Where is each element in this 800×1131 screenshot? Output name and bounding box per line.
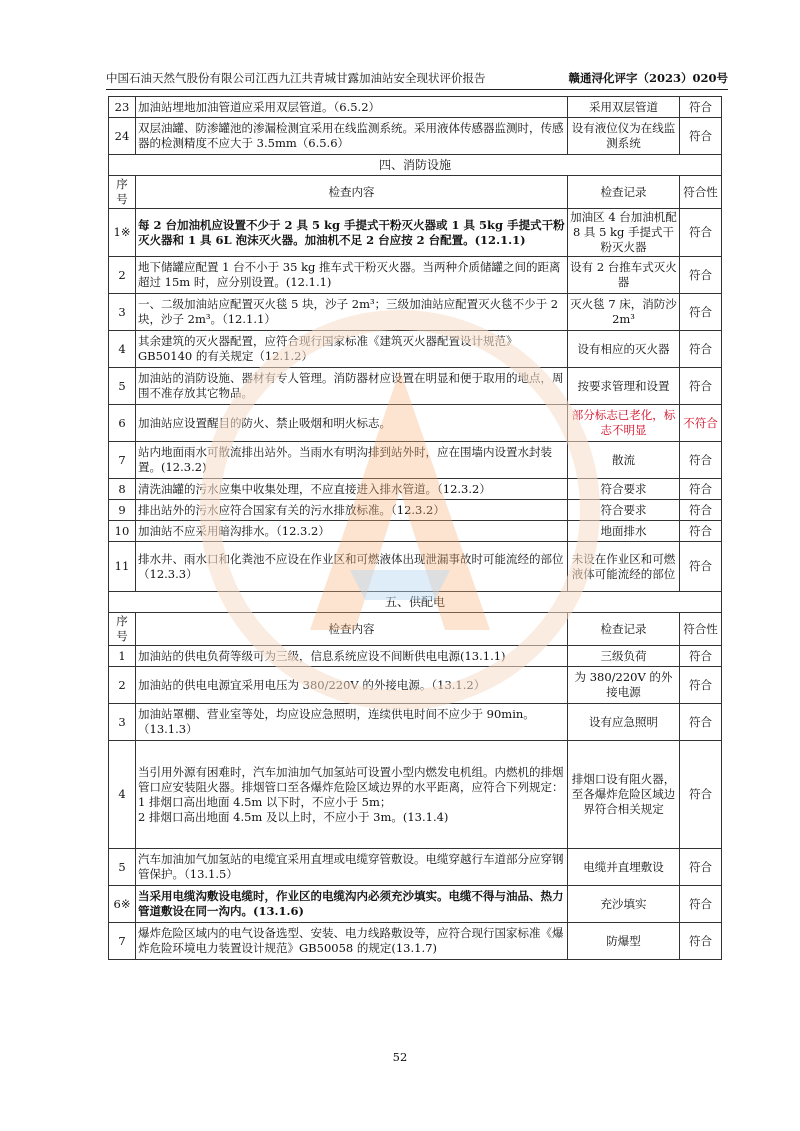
row-record: 加油区 4 台加油机配 8 具 5 kg 手提式干粉灭火器 (568, 209, 680, 257)
row-number: 10 (109, 521, 136, 542)
row-content: 加油站不应采用暗沟排水。（12.3.2） (136, 521, 568, 542)
table-row (109, 849, 722, 886)
table-row (109, 331, 722, 368)
table-row (109, 442, 722, 479)
row-conformity: 符合 (680, 368, 722, 405)
row-conformity: 符合 (680, 646, 722, 667)
row-record: 符合要求 (568, 500, 680, 521)
row-conformity: 符合 (680, 741, 722, 849)
row-content: 加油站的供电负荷等级可为三级，信息系统应设不间断供电电源(13.1.1) (136, 646, 568, 667)
row-content: 一、二级加油站应配置灭火毯 5 块，沙子 2m³；三级加油站应配置灭火毯不少于 2 块，沙子 2m³。（12.1.1） (136, 294, 568, 331)
row-number: 2 (109, 257, 136, 294)
row-number: 4 (109, 331, 136, 368)
row-record: 电缆并直埋敷设 (568, 849, 680, 886)
table-row (109, 294, 722, 331)
row-conformity: 符合 (680, 542, 722, 592)
column-header-row (109, 176, 722, 209)
row-content: 加油站罩棚、营业室等处，均应设应急照明，连续供电时间不应少于 90min。（13.1.3） (136, 704, 568, 741)
col-header-conformity: 符合性 (680, 613, 722, 646)
table-row (109, 118, 722, 155)
table-row (109, 405, 722, 442)
table-row (109, 368, 722, 405)
table-row (109, 521, 722, 542)
page-header (106, 70, 728, 88)
section-title: 四、消防设施 (109, 155, 722, 176)
inspection-table (108, 96, 722, 960)
col-header-content: 检查内容 (136, 176, 568, 209)
row-content: 加油站应设置醒目的防火、禁止吸烟和明火标志。 (136, 405, 568, 442)
row-number: 7 (109, 442, 136, 479)
row-record: 排烟口设有阻火器，至各爆炸危险区域边界符合相关规定 (568, 741, 680, 849)
row-conformity: 符合 (680, 442, 722, 479)
column-header-row (109, 613, 722, 646)
table-row (109, 923, 722, 960)
table-row (109, 704, 722, 741)
row-record: 地面排水 (568, 521, 680, 542)
table-row (109, 500, 722, 521)
row-record: 设有液位仪为在线监测系统 (568, 118, 680, 155)
header-rule (106, 89, 728, 90)
row-number: 9 (109, 500, 136, 521)
row-conformity: 符合 (680, 331, 722, 368)
row-conformity: 不符合 (680, 405, 722, 442)
row-number: 11 (109, 542, 136, 592)
row-content: 排出站外的污水应符合国家有关的污水排放标准。（12.3.2） (136, 500, 568, 521)
row-content: 每 2 台加油机应设置不少于 2 具 5 kg 手提式干粉灭火器或 1 具 5kg 手提式干粉灭火器和 1 具 6L 泡沫灭火器。加油机不足 2 台应按 2 台配置。(12.1.1) (136, 209, 568, 257)
section-row (109, 592, 722, 613)
row-content: 地下储罐应配置 1 台不小于 35 kg 推车式干粉灭火器。当两种介质储罐之间的距离超过 15m 时，应分别设置。(12.1.1) (136, 257, 568, 294)
row-record: 防爆型 (568, 923, 680, 960)
col-header-content: 检查内容 (136, 613, 568, 646)
row-content: 汽车加油加气加氢站的电缆宜采用直埋或电缆穿管敷设。电缆穿越行车道部分应穿钢管保护。（13.1.5） (136, 849, 568, 886)
header-doc-number: 赣通浔化评字（2023）020号 (568, 71, 728, 85)
row-record: 设有相应的灭火器 (568, 331, 680, 368)
row-content: 当采用电缆沟敷设电缆时，作业区的电缆沟内必须充沙填实。电缆不得与油品、热力管道敷设在同一沟内。(13.1.6) (136, 886, 568, 923)
row-record: 采用双层管道 (568, 97, 680, 118)
section-title: 五、供配电 (109, 592, 722, 613)
row-number: 1 (109, 646, 136, 667)
row-number: 7 (109, 923, 136, 960)
row-number: 5 (109, 849, 136, 886)
row-number: 3 (109, 704, 136, 741)
row-record: 散流 (568, 442, 680, 479)
row-number: 4 (109, 741, 136, 849)
row-number: 23 (109, 97, 136, 118)
section-row (109, 155, 722, 176)
row-conformity: 符合 (680, 209, 722, 257)
row-conformity: 符合 (680, 849, 722, 886)
row-record: 三级负荷 (568, 646, 680, 667)
col-header-no: 序号 (109, 613, 136, 646)
row-number: 8 (109, 479, 136, 500)
row-record: 未设在作业区和可燃液体可能流经的部位 (568, 542, 680, 592)
row-record: 设有应急照明 (568, 704, 680, 741)
row-record: 设有 2 台推车式灭火器 (568, 257, 680, 294)
row-number: 3 (109, 294, 136, 331)
table-row (109, 741, 722, 849)
row-record: 充沙填实 (568, 886, 680, 923)
col-header-no: 序号 (109, 176, 136, 209)
row-record: 灭火毯 7 床，消防沙 2m³ (568, 294, 680, 331)
table-row (109, 97, 722, 118)
row-content: 当引用外源有困难时，汽车加油加气加氢站可设置小型内燃发电机组。内燃机的排烟管口应安装阻火器。排烟管口至各爆炸危险区域边界的水平距离，应符合下列规定： 1 排烟口高出地面 4.5m 以下时，不应小于 5m； 2 排烟口高出地面 4.5m 及以上时，不应小于 3m。(13.1.4) (136, 741, 568, 849)
row-content: 加油站的消防设施、器材有专人管理。消防器材应设置在明显和便于取用的地点，周围不准存放其它物品。 (136, 368, 568, 405)
row-number: 24 (109, 118, 136, 155)
table-row (109, 667, 722, 704)
row-content: 加油站的供电电源宜采用电压为 380/220V 的外接电源。（13.1.2） (136, 667, 568, 704)
row-conformity: 符合 (680, 500, 722, 521)
row-content: 排水井、雨水口和化粪池不应设在作业区和可燃液体出现泄漏事故时可能流经的部位（12.3.3） (136, 542, 568, 592)
row-number: 5 (109, 368, 136, 405)
row-conformity: 符合 (680, 667, 722, 704)
row-conformity: 符合 (680, 923, 722, 960)
col-header-conformity: 符合性 (680, 176, 722, 209)
row-conformity: 符合 (680, 479, 722, 500)
table-row (109, 209, 722, 257)
row-content: 清洗油罐的污水应集中收集处理，不应直接进入排水管道。（12.3.2） (136, 479, 568, 500)
row-conformity: 符合 (680, 257, 722, 294)
row-number: 1※ (109, 209, 136, 257)
row-conformity: 符合 (680, 118, 722, 155)
row-record: 符合要求 (568, 479, 680, 500)
row-conformity: 符合 (680, 521, 722, 542)
table-row (109, 257, 722, 294)
table-row (109, 479, 722, 500)
row-record: 按要求管理和设置 (568, 368, 680, 405)
row-record: 部分标志已老化，标志不明显 (568, 405, 680, 442)
header-title: 中国石油天然气股份有限公司江西九江共青城甘露加油站安全现状评价报告 (106, 71, 486, 85)
row-number: 6※ (109, 886, 136, 923)
row-conformity: 符合 (680, 97, 722, 118)
page-number: 52 (392, 1050, 408, 1064)
row-content: 其余建筑的灭火器配置，应符合现行国家标准《建筑灭火器配置设计规范》GB50140 的有关规定（12.1.2） (136, 331, 568, 368)
row-content: 双层油罐、防渗罐池的渗漏检测宜采用在线监测系统。采用液体传感器监测时，传感器的检测精度不应大于 3.5mm（6.5.6） (136, 118, 568, 155)
col-header-record: 检查记录 (568, 176, 680, 209)
row-record: 为 380/220V 的外接电源 (568, 667, 680, 704)
row-content: 加油站埋地加油管道应采用双层管道。（6.5.2） (136, 97, 568, 118)
row-conformity: 符合 (680, 294, 722, 331)
row-conformity: 符合 (680, 704, 722, 741)
row-number: 2 (109, 667, 136, 704)
col-header-record: 检查记录 (568, 613, 680, 646)
row-content: 站内地面雨水可散流排出站外。当雨水有明沟排到站外时，应在围墙内设置水封装置。(12.3.2) (136, 442, 568, 479)
row-conformity: 符合 (680, 886, 722, 923)
table-row (109, 646, 722, 667)
table-row (109, 542, 722, 592)
row-number: 6 (109, 405, 136, 442)
table-row (109, 886, 722, 923)
row-content: 爆炸危险区域内的电气设备选型、安装、电力线路敷设等，应符合现行国家标准《爆炸危险环境电力装置设计规范》GB50058 的规定(13.1.7) (136, 923, 568, 960)
